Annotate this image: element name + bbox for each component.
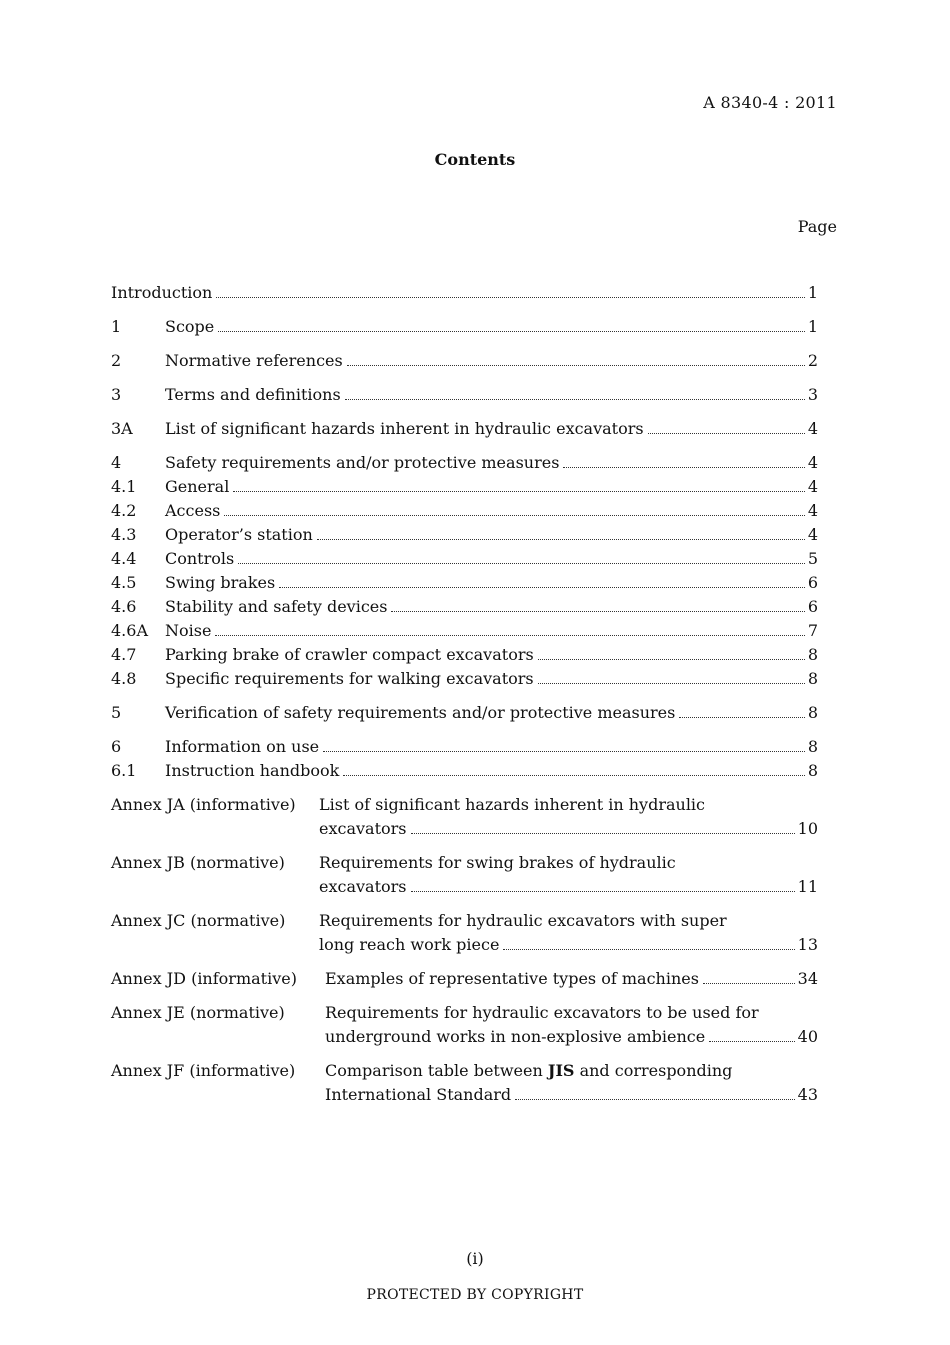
toc-entry-label: Access [165,501,221,520]
annex-label: Annex JA (informative) [111,795,296,814]
toc-entry-number: 4.6A [111,621,148,640]
toc-entry-page: 3 [807,385,818,404]
toc-entry-page: 8 [807,669,818,688]
page-title: Contents [434,150,516,169]
toc-entry[interactable] [111,619,818,643]
page-column-label: Page [797,217,837,236]
toc-entry-number: 1 [111,317,122,336]
dot-leader [216,297,804,298]
toc-entry-number: 4.2 [111,501,137,520]
dot-leader [391,611,804,612]
toc-entry-number: 3A [111,419,133,438]
annex-title-line: excavators [319,877,407,896]
toc-entry[interactable] [111,595,818,619]
toc-entry-page: 4 [807,501,818,520]
dot-leader [538,659,805,660]
toc-entry-number: 4 [111,453,122,472]
toc-entry-number: 4.1 [111,477,137,496]
toc-entry[interactable] [111,701,818,725]
dot-leader [515,1099,794,1100]
toc-entry-number: 4.3 [111,525,137,544]
annex-title-line: International Standard [325,1085,512,1104]
dot-leader [343,775,804,776]
toc-entry-label: Instruction handbook [165,761,340,780]
toc-entry-label: Parking brake of crawler compact excavators [165,645,534,664]
toc-entry-label: Introduction [111,283,213,302]
annex-title-line: Requirements for swing brakes of hydraulic [319,853,676,872]
copyright-notice: PROTECTED BY COPYRIGHT [366,1287,584,1303]
toc-entry[interactable] [111,475,818,499]
toc-entry-number: 4.6 [111,597,137,616]
toc-entry-label: List of significant hazards inherent in hydraulic excavators [165,419,644,438]
toc-entry-label: Noise [165,621,212,640]
dot-leader [563,467,804,468]
jis-bold-text: JIS [547,1061,575,1080]
toc-entry-page: 7 [807,621,818,640]
toc-entry-page: 1 [807,283,818,302]
toc-entry[interactable] [111,759,818,783]
table-of-contents [111,281,818,1107]
toc-entry-label: Normative references [165,351,343,370]
dot-leader [503,949,794,950]
dot-leader [648,433,805,434]
annex-entry[interactable] [111,1001,818,1049]
annex-title-line: Requirements for hydraulic excavators to be used for [325,1003,759,1022]
toc-entry[interactable] [111,735,818,759]
toc-entry-number: 4.7 [111,645,137,664]
toc-entry-page: 4 [807,525,818,544]
toc-entry[interactable] [111,499,818,523]
toc-entry-number: 6.1 [111,761,137,780]
annex-entry[interactable] [111,1059,818,1107]
toc-entry-number: 4.4 [111,549,137,568]
toc-entry-label: Safety requirements and/or protective measures [165,453,560,472]
toc-entry-page: 4 [807,419,818,438]
annex-label: Annex JB (normative) [111,853,285,872]
toc-entry[interactable] [111,383,818,407]
toc-entry[interactable] [111,417,818,441]
toc-entry-page: 6 [807,573,818,592]
toc-entry[interactable] [111,451,818,475]
dot-leader [709,1041,794,1042]
toc-entry-page: 8 [807,703,818,722]
annex-label: Annex JD (informative) [111,969,297,988]
dot-leader [345,399,805,400]
dot-leader [703,983,795,984]
annex-page: 40 [797,1027,818,1046]
annex-label: Annex JE (normative) [111,1003,285,1022]
toc-entry-introduction[interactable] [111,281,818,305]
dot-leader [238,563,805,564]
toc-entry-label: Specific requirements for walking excavators [165,669,534,688]
annex-title-line: List of significant hazards inherent in hydraulic [319,795,706,814]
toc-entry-label: Information on use [165,737,320,756]
annex-page: 34 [797,969,818,988]
toc-entry-number: 2 [111,351,122,370]
annex-page: 11 [797,877,818,896]
annex-title-line: Requirements for hydraulic excavators with super [319,911,727,930]
toc-entry-page: 6 [807,597,818,616]
toc-entry[interactable] [111,547,818,571]
dot-leader [233,491,804,492]
toc-entry[interactable] [111,571,818,595]
toc-entry-label: Verification of safety requirements and/or protective measures [165,703,676,722]
dot-leader [224,515,804,516]
toc-entry-page: 8 [807,737,818,756]
dot-leader [323,751,805,752]
toc-entry-page: 4 [807,453,818,472]
annex-entry[interactable] [111,909,818,957]
annex-page: 10 [797,819,818,838]
dot-leader [215,635,804,636]
dot-leader [538,683,805,684]
dot-leader [679,717,804,718]
annex-entry[interactable] [111,967,818,991]
toc-entry-number: 4.5 [111,573,137,592]
toc-entry-page: 8 [807,645,818,664]
annex-title-line: excavators [319,819,407,838]
toc-entry-label: Scope [165,317,215,336]
standard-number: A 8340-4 : 2011 [703,93,837,112]
dot-leader [218,331,805,332]
annex-entry[interactable] [111,851,818,899]
annex-entry[interactable] [111,793,818,841]
toc-entry-label: Terms and definitions [165,385,341,404]
dot-leader [347,365,805,366]
page-number: (i) [466,1249,484,1268]
annex-page: 13 [797,935,818,954]
toc-entry-page: 1 [807,317,818,336]
annex-title-line: Examples of representative types of machines [325,969,699,988]
toc-entry-page: 4 [807,477,818,496]
toc-entry-number: 6 [111,737,122,756]
toc-entry-label: General [165,477,230,496]
annex-title-line: underground works in non-explosive ambience [325,1027,706,1046]
toc-entry[interactable] [111,349,818,373]
dot-leader [279,587,805,588]
annex-label: Annex JF (informative) [111,1061,296,1080]
dot-leader [411,891,795,892]
toc-entry-page: 8 [807,761,818,780]
toc-entry[interactable] [111,315,818,339]
dot-leader [411,833,795,834]
annex-title-line: Comparison table between JIS and corresponding [325,1061,733,1080]
dot-leader [317,539,805,540]
toc-entry-page: 2 [807,351,818,370]
toc-entry-page: 5 [807,549,818,568]
toc-entry[interactable] [111,643,818,667]
toc-entry-label: Stability and safety devices [165,597,388,616]
toc-entry-label: Swing brakes [165,573,276,592]
toc-entry-number: 4.8 [111,669,137,688]
toc-entry-label: Controls [165,549,235,568]
toc-entry-number: 5 [111,703,122,722]
toc-entry[interactable] [111,667,818,691]
annex-title-line: long reach work piece [319,935,500,954]
toc-entry[interactable] [111,523,818,547]
annex-label: Annex JC (normative) [111,911,286,930]
toc-entry-label: Operator’s station [165,525,313,544]
annex-page: 43 [797,1085,818,1104]
toc-entry-number: 3 [111,385,122,404]
